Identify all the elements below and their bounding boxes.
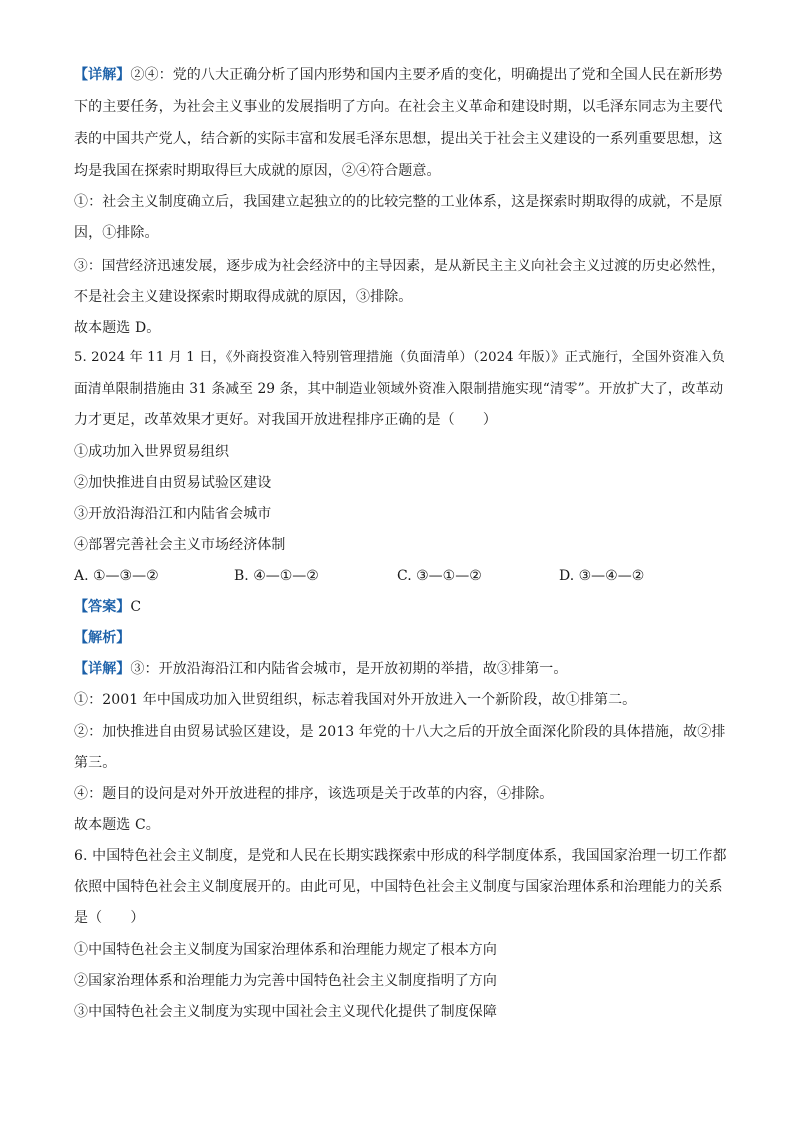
q4-detail-line-1: 【详解】②④：党的八大正确分析了国内形势和国内主要矛盾的变化，明确提出了党和全国人民在新形势 xyxy=(74,67,723,83)
q4-conclusion: 故本题选 D。 xyxy=(74,320,161,336)
q4-detail-line-3: 表的中国共产党人，结合新的实际丰富和发展毛泽东思想，提出关于社会主义建设的一系列重要思想，这 xyxy=(74,131,723,147)
q5-point1-line: ①：2001 年中国成功加入世贸组织，标志着我国对外开放进入一个新阶段，故①排第二。 xyxy=(74,692,637,708)
q5-conclusion: 故本题选 C。 xyxy=(74,817,160,833)
q5-point4-line: ④：题目的设问是对外开放进程的排序，该选项是关于改革的内容，④排除。 xyxy=(74,786,554,802)
q6-stem-line-2: 依照中国特色社会主义制度展开的。由此可见，中国特色社会主义制度与国家治理体系和治理能力的关系 xyxy=(74,879,723,895)
q5-point2-line-2: 第三。 xyxy=(74,755,117,771)
detail-tag: 【详解】 xyxy=(74,661,131,677)
q5-answer xyxy=(74,597,734,617)
detail-tag: 【详解】 xyxy=(74,67,131,83)
q4-point1-line-2: 因，①排除。 xyxy=(74,225,159,241)
q6-item-1: ①中国特色社会主义制度为国家治理体系和治理能力规定了根本方向 xyxy=(74,942,497,958)
q4-detail-line-2: 下的主要任务，为社会主义事业的发展指明了方向。在社会主义革命和建设时期，以毛泽东同志为主要代 xyxy=(74,99,723,115)
q5-analysis xyxy=(74,628,734,648)
q4-point3-line-1: ③：国营经济迅速发展，逐步成为社会经济中的主导因素，是从新民主主义向社会主义过渡的历史必然性， xyxy=(74,258,725,274)
q5-item-1: ①成功加入世界贸易组织 xyxy=(74,444,230,460)
answer-value: C xyxy=(130,599,142,615)
q5-option-c: C. ③—①—② xyxy=(397,568,482,584)
q4-point3-line-2: 不是社会主义建设探索时期取得成就的原因，③排除。 xyxy=(74,289,413,305)
q5-item-4: ④部署完善社会主义市场经济体制 xyxy=(74,537,286,553)
q6-item-2: ②国家治理体系和治理能力为完善中国特色社会主义制度指明了方向 xyxy=(74,973,497,989)
q4-detail-line-4: 均是我国在探索时期取得巨大成就的原因，②④符合题意。 xyxy=(74,163,441,179)
q5-point2-line-1: ②：加快推进自由贸易试验区建设，是 2013 年党的十八大之后的开放全面深化阶段的具体措施，故②排 xyxy=(74,724,726,740)
q5-item-3: ③开放沿海沿江和内陆省会城市 xyxy=(74,506,272,522)
q6-stem-line-3: 是（ ） xyxy=(74,910,145,926)
q5-option-b: B. ④—①—② xyxy=(234,568,319,584)
q5-stem-line-3: 力才更足，改革效果才更好。对我国开放进程排序正确的是（ ） xyxy=(74,412,497,428)
analysis-tag: 【解析】 xyxy=(74,630,131,646)
q6-stem-line-1: 6. 中国特色社会主义制度，是党和人民在长期实践探索中形成的科学制度体系，我国国家治理一切工作都 xyxy=(74,848,727,864)
q5-stem-line-2: 面清单限制措施由 31 条减至 29 条，其中制造业领域外资准入限制措施实现“清零”。开放扩大了，改革动 xyxy=(74,381,724,397)
q4-point1-line-1: ①：社会主义制度确立后，我国建立起独立的的比较完整的工业体系，这是探索时期取得的成就，不是原 xyxy=(74,194,723,210)
q5-option-d: D. ③—④—② xyxy=(559,568,645,584)
q5-option-a: A. ①—③—② xyxy=(74,568,159,584)
q5-detail-line: 【详解】③：开放沿海沿江和内陆省会城市，是开放初期的举措，故③排第一。 xyxy=(74,661,568,677)
answer-tag: 【答案】 xyxy=(74,599,131,615)
q5-item-2: ②加快推进自由贸易试验区建设 xyxy=(74,475,272,491)
q6-item-3: ③中国特色社会主义制度为实现中国社会主义现代化提供了制度保障 xyxy=(74,1004,497,1020)
q5-stem-line-1: 5. 2024 年 11 月 1 日，《外商投资准入特别管理措施（负面清单）（2024 年版）》正式施行，全国外资准入负 xyxy=(74,350,725,365)
